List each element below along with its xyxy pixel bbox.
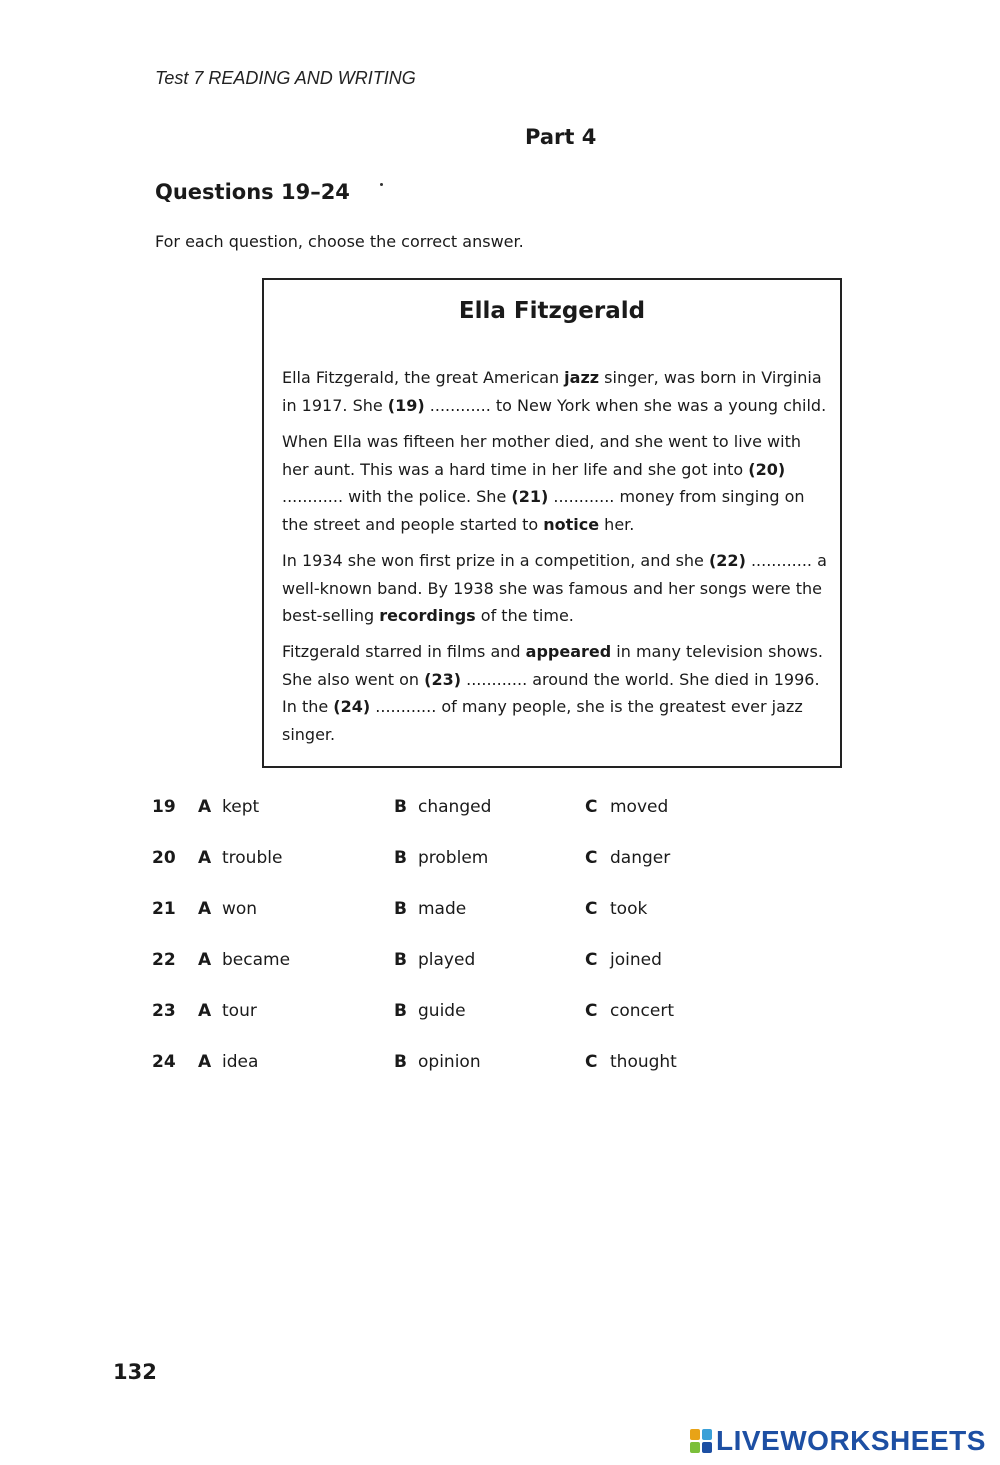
gap-19-marker: (19) bbox=[387, 395, 425, 415]
text-span: ............ money from singing on the street and people started to bbox=[282, 487, 805, 534]
option-a[interactable]: trouble bbox=[222, 848, 283, 868]
option-letter-b: B bbox=[394, 797, 407, 817]
option-letter-a: A bbox=[198, 797, 212, 817]
question-number: 22 bbox=[152, 950, 176, 970]
logo-tile bbox=[690, 1429, 700, 1440]
paragraph-3 bbox=[282, 547, 827, 630]
option-c[interactable]: moved bbox=[610, 797, 669, 817]
text-span: of the time. bbox=[475, 606, 574, 625]
gap-23-marker: (23) bbox=[424, 669, 462, 689]
questions-title: Questions 19–24 bbox=[155, 180, 350, 204]
option-letter-a: A bbox=[198, 1052, 212, 1072]
option-letter-a: A bbox=[198, 848, 212, 868]
paragraph-1 bbox=[282, 364, 827, 419]
option-a[interactable]: kept bbox=[222, 797, 260, 817]
highlighted-word: recordings bbox=[379, 606, 476, 625]
question-row bbox=[152, 950, 752, 974]
option-b[interactable]: guide bbox=[418, 1001, 466, 1021]
highlighted-word: jazz bbox=[564, 368, 600, 387]
option-a[interactable]: became bbox=[222, 950, 291, 970]
option-letter-b: B bbox=[394, 899, 407, 919]
option-c[interactable]: concert bbox=[610, 1001, 674, 1021]
option-b[interactable]: opinion bbox=[418, 1052, 481, 1072]
option-letter-b: B bbox=[394, 950, 407, 970]
text-span: in many television shows. She also went on bbox=[282, 642, 823, 689]
highlighted-word: notice bbox=[543, 514, 600, 534]
liveworksheets-icon bbox=[690, 1429, 712, 1453]
page-number: 132 bbox=[113, 1360, 157, 1384]
option-b[interactable]: problem bbox=[418, 848, 489, 868]
text-title: Ella Fitzgerald bbox=[458, 298, 646, 324]
option-letter-a: A bbox=[198, 1001, 212, 1021]
paragraph-4 bbox=[282, 638, 827, 748]
option-letter-c: C bbox=[585, 950, 598, 970]
option-a[interactable]: idea bbox=[222, 1052, 259, 1072]
option-letter-c: C bbox=[585, 848, 598, 868]
question-row bbox=[152, 1001, 752, 1025]
question-row bbox=[152, 1052, 752, 1076]
option-letter-c: C bbox=[585, 797, 598, 817]
option-letter-c: C bbox=[585, 1001, 598, 1021]
option-c[interactable]: joined bbox=[610, 950, 662, 970]
gap-21-marker: (21) bbox=[511, 487, 549, 506]
question-number: 21 bbox=[152, 899, 176, 919]
question-row bbox=[152, 848, 752, 872]
text-span: When Ella was fifteen her mother died, and she went to live with her aunt. This was a hard time in her life and she got into bbox=[282, 432, 801, 479]
text-span: Fitzgerald starred in films and bbox=[282, 642, 526, 661]
option-letter-b: B bbox=[394, 1052, 407, 1072]
option-c[interactable]: danger bbox=[610, 848, 671, 868]
scan-speck bbox=[380, 183, 383, 186]
paragraph-2 bbox=[282, 428, 827, 538]
logo-tile bbox=[690, 1442, 700, 1453]
gap-20-marker: (20) bbox=[748, 459, 786, 479]
option-c[interactable]: thought bbox=[610, 1052, 677, 1072]
text-span: her. bbox=[599, 514, 635, 534]
option-letter-b: B bbox=[394, 848, 407, 868]
gap-22-marker: (22) bbox=[708, 551, 746, 570]
question-row bbox=[152, 797, 752, 821]
text-span: ............ with the police. She bbox=[282, 487, 512, 506]
logo-tile bbox=[702, 1429, 712, 1440]
option-a[interactable]: tour bbox=[222, 1001, 257, 1021]
option-c[interactable]: took bbox=[610, 899, 648, 919]
brand-name: LIVEWORKSHEETS bbox=[716, 1425, 986, 1456]
option-b[interactable]: made bbox=[418, 899, 467, 919]
question-number: 24 bbox=[152, 1052, 176, 1072]
option-letter-c: C bbox=[585, 899, 598, 919]
text-span: Ella Fitzgerald, the great American bbox=[282, 368, 565, 387]
part-title: Part 4 bbox=[525, 125, 597, 149]
test-label: Test 7 READING AND WRITING bbox=[155, 68, 416, 88]
option-letter-c: C bbox=[585, 1052, 598, 1072]
logo-tile bbox=[702, 1442, 712, 1453]
text-span: ............ a well-known band. By 1938 she was famous and her songs were the best-selling bbox=[282, 551, 827, 625]
question-number: 23 bbox=[152, 1001, 176, 1021]
option-b[interactable]: changed bbox=[418, 797, 492, 817]
text-span: ............ of many people, she is the greatest ever jazz singer. bbox=[282, 697, 803, 744]
question-number: 19 bbox=[152, 797, 176, 817]
option-a[interactable]: won bbox=[222, 899, 258, 919]
text-span: ............ around the world. She died in 1996. In the bbox=[282, 669, 820, 716]
question-number: 20 bbox=[152, 848, 176, 868]
question-row bbox=[152, 899, 752, 923]
highlighted-word: appeared bbox=[525, 642, 612, 661]
reading-text-box bbox=[262, 278, 842, 768]
option-b[interactable]: played bbox=[418, 950, 476, 970]
text-span: ............ to New York when she was a young child. bbox=[424, 395, 827, 415]
text-span: In 1934 she won first prize in a competition, and she bbox=[282, 551, 709, 570]
option-letter-b: B bbox=[394, 1001, 407, 1021]
gap-24-marker: (24) bbox=[333, 697, 371, 716]
option-letter-a: A bbox=[198, 950, 212, 970]
liveworksheets-logo[interactable] bbox=[690, 1425, 986, 1457]
instruction-text: For each question, choose the correct answer. bbox=[155, 232, 524, 251]
option-letter-a: A bbox=[198, 899, 212, 919]
text-span: singer, was born in Virginia in 1917. She bbox=[282, 368, 822, 415]
